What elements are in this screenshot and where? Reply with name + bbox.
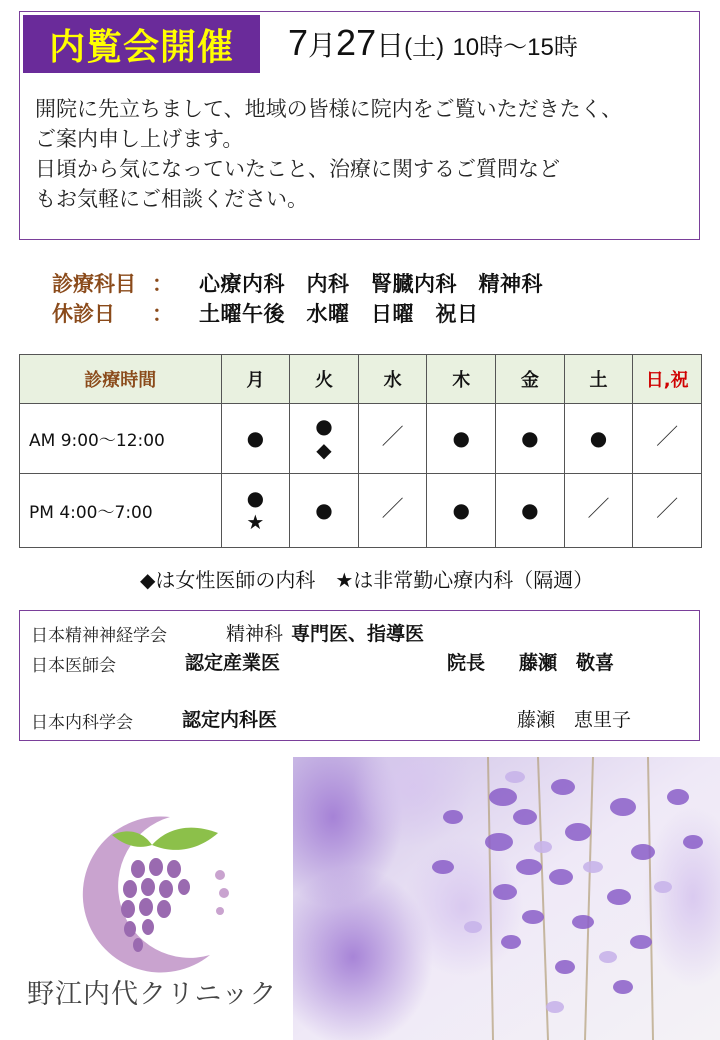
time-slot-label: PM 4:00～7:00	[20, 473, 222, 547]
schedule-table	[19, 354, 702, 548]
schedule-cell: ／	[564, 473, 633, 547]
schedule-cell: ●	[427, 473, 496, 547]
schedule-cell: ● ◆	[290, 404, 359, 473]
schedule-cell: ●	[221, 404, 290, 473]
society-name: 日本医師会	[31, 656, 116, 676]
schedule-cell: ／	[633, 404, 702, 473]
intro-text	[35, 94, 700, 214]
date-month: 7	[288, 22, 309, 63]
day-header-holiday: 日,祝	[633, 355, 702, 404]
date-day-unit: 日	[376, 30, 405, 61]
event-date	[288, 22, 578, 64]
closed-days-colon: ：	[152, 302, 173, 326]
day-header: 木	[427, 355, 496, 404]
schedule-cell: ／	[633, 473, 702, 547]
date-day: 27	[336, 22, 377, 63]
schedule-row-pm	[20, 473, 702, 547]
doctor-dept: 精神科	[226, 623, 284, 645]
society-name: 日本内科学会	[31, 713, 133, 733]
departments-row	[52, 268, 672, 298]
doctor-certification: 認定産業医	[185, 652, 281, 674]
day-header: 土	[564, 355, 633, 404]
date-weekday: (土)	[404, 34, 445, 61]
intro-line: もお気軽にご相談ください。	[35, 187, 308, 211]
departments-label: 診療科目	[52, 272, 136, 296]
departments-value: 心療内科 内科 腎臓内科 精神科	[199, 272, 543, 296]
time-slot-label: AM 9:00～12:00	[20, 404, 222, 473]
departments-colon: ：	[152, 272, 173, 296]
event-tag: 内覧会開催	[23, 15, 260, 73]
day-header: 月	[221, 355, 290, 404]
schedule-cell: ／	[358, 404, 427, 473]
schedule-header-label: 診療時間	[20, 355, 222, 404]
schedule-cell: ● ★	[221, 473, 290, 547]
doctor-name: 藤瀬 恵里子	[517, 709, 632, 731]
intro-line: ご案内申し上げます。	[35, 127, 244, 151]
society-name: 日本精神神経学会	[31, 626, 167, 646]
doctor-certification: 専門医、指導医	[291, 623, 425, 645]
schedule-cell: ●	[496, 404, 565, 473]
schedule-cell: ●	[290, 473, 359, 547]
wisteria-logo-icon	[60, 805, 240, 975]
wisteria-photo	[293, 757, 720, 1040]
closed-days-row	[52, 298, 672, 328]
intro-line: 日頃から気になっていたこと、治療に関するご質問など	[35, 157, 560, 181]
schedule-row-am	[20, 404, 702, 473]
day-header: 火	[290, 355, 359, 404]
schedule-legend: ◆は女性医師の内科 ★は非常勤心療内科（隔週）	[140, 568, 594, 592]
closed-days-label: 休診日	[52, 302, 115, 326]
schedule-cell: ／	[358, 473, 427, 547]
doctor-certification: 認定内科医	[182, 709, 278, 731]
doctor-role: 院長	[447, 652, 486, 674]
day-header: 水	[358, 355, 427, 404]
schedule-header-row	[20, 355, 702, 404]
doctor-name: 藤瀬 敬喜	[519, 652, 615, 674]
closed-days-value: 土曜午後 水曜 日曜 祝日	[199, 302, 479, 326]
day-header: 金	[496, 355, 565, 404]
intro-line: 開院に先立ちまして、地域の皆様に院内をご覧いただきたく、	[35, 97, 623, 121]
schedule-cell: ●	[496, 473, 565, 547]
date-month-unit: 月	[308, 30, 337, 61]
schedule-cell: ●	[564, 404, 633, 473]
date-time: 10時～15時	[452, 34, 578, 61]
schedule-cell: ●	[427, 404, 496, 473]
clinic-name: 野江内代クリニック	[27, 979, 278, 1010]
